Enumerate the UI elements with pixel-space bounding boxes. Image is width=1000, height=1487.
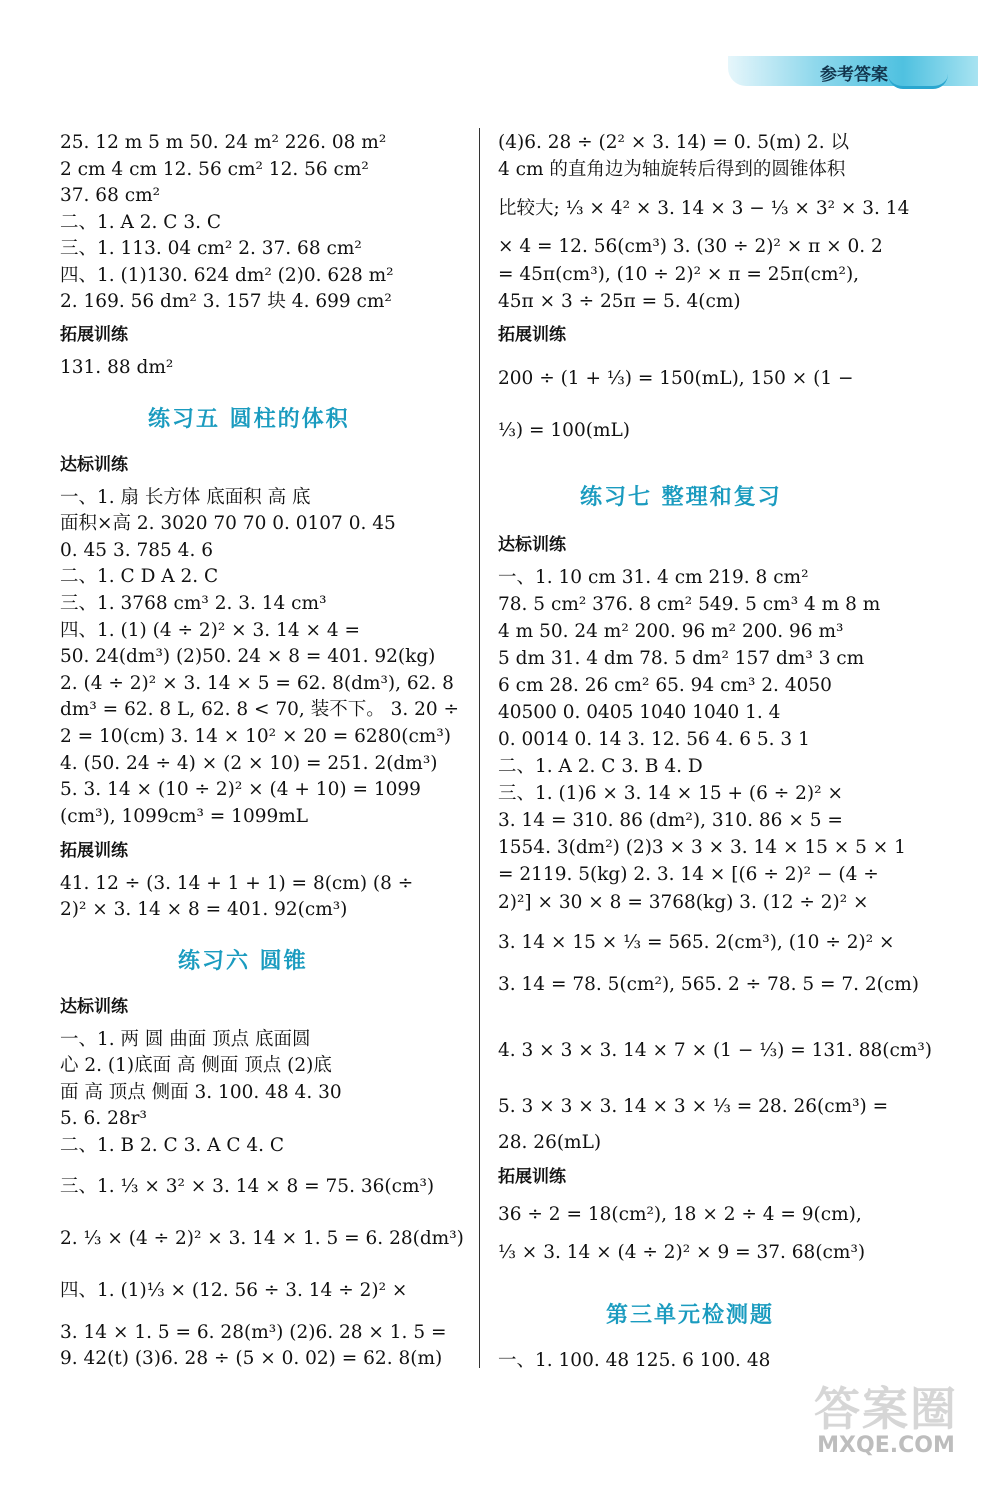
subheading: 达标训练 [60, 997, 128, 1017]
answer-line: 四、1. (1) (4 ÷ 2)² × 3. 14 × 4 = [60, 620, 361, 641]
answer-line: 45π × 3 ÷ 25π = 5. 4(cm) [498, 291, 741, 312]
answer-line: 2. 169. 56 dm² 3. 157 块 4. 699 cm² [60, 291, 392, 312]
answer-line: 28. 26(mL) [498, 1132, 602, 1153]
answer-line: (4)6. 28 ÷ (2² × 3. 14) = 0. 5(m) 2. 以 [498, 132, 849, 153]
subheading: 拓展训练 [60, 841, 128, 861]
answer-line: 三、1. (1)6 × 3. 14 × 15 + (6 ÷ 2)² × [498, 783, 843, 804]
answer-line: 2. ⅓ × (4 ÷ 2)² × 3. 14 × 1. 5 = 6. 28(dm³) [60, 1228, 464, 1249]
answer-line: 2)² × 3. 14 × 8 = 401. 92(cm³) [60, 899, 348, 920]
answer-line: 2 cm 4 cm 12. 56 cm² 12. 56 cm² [60, 159, 369, 180]
answer-line: 二、1. A 2. C 3. C [60, 212, 222, 233]
answer-line: 四、1. (1)⅓ × (12. 56 ÷ 3. 14 ÷ 2)² × [60, 1280, 408, 1301]
answer-line: 41. 12 ÷ (3. 14 + 1 + 1) = 8(cm) (8 ÷ [60, 873, 414, 894]
answer-line: 2. (4 ÷ 2)² × 3. 14 × 5 = 62. 8(dm³), 62. 8 [60, 673, 454, 694]
watermark-logo-text: 答案圈 [814, 1382, 958, 1436]
answer-line: ⅓ × 3. 14 × (4 ÷ 2)² × 9 = 37. 68(cm³) [498, 1242, 866, 1263]
section-title: 第三单元检测题 [606, 1303, 775, 1328]
answer-line: 一、1. 扇 长方体 底面积 高 底 [60, 487, 311, 508]
answer-line: 三、1. 113. 04 cm² 2. 37. 68 cm² [60, 238, 362, 259]
answer-line: 78. 5 cm² 376. 8 cm² 549. 5 cm³ 4 m 8 m [498, 594, 881, 615]
answer-line: 131. 88 dm² [60, 357, 174, 378]
answer-line: = 45π(cm³), (10 ÷ 2)² × π = 25π(cm²), [498, 264, 860, 285]
answer-line: 2)²] × 30 × 8 = 3768(kg) 3. (12 ÷ 2)² × [498, 892, 869, 913]
subheading: 拓展训练 [60, 325, 128, 345]
answer-line: 一、1. 100. 48 125. 6 100. 48 [498, 1350, 771, 1371]
answer-line: = 2119. 5(kg) 2. 3. 14 × [(6 ÷ 2)² − (4 ÷ [498, 864, 879, 885]
subheading: 达标训练 [60, 455, 128, 475]
answer-line: 200 ÷ (1 + ⅓) = 150(mL), 150 × (1 − [498, 368, 854, 389]
answer-line: 3. 14 = 78. 5(cm²), 565. 2 ÷ 78. 5 = 7. 2(cm) [498, 974, 920, 995]
answer-line: 4 m 50. 24 m² 200. 96 m² 200. 96 m³ [498, 621, 844, 642]
answer-line: 6 cm 28. 26 cm² 65. 94 cm³ 2. 4050 [498, 675, 832, 696]
answer-line: 5 dm 31. 4 dm 78. 5 dm² 157 dm³ 3 cm [498, 648, 865, 669]
answer-line: 3. 14 × 1. 5 = 6. 28(m³) (2)6. 28 × 1. 5 = [60, 1322, 447, 1343]
answer-line: 5. 3. 14 × (10 ÷ 2)² × (4 + 10) = 1099 [60, 779, 421, 800]
answer-line: dm³ = 62. 8 L, 62. 8 < 70, 装不下。 3. 20 ÷ [60, 699, 460, 720]
section-title: 练习五 圆柱的体积 [148, 407, 350, 432]
answer-line: 5. 3 × 3 × 3. 14 × 3 × ⅓ = 28. 26(cm³) = [498, 1096, 889, 1117]
subheading: 拓展训练 [498, 325, 566, 345]
answer-line: 三、1. 3768 cm³ 2. 3. 14 cm³ [60, 593, 327, 614]
section-title: 练习七 整理和复习 [580, 485, 782, 510]
answer-line: 2 = 10(cm) 3. 14 × 10² × 20 = 6280(cm³) [60, 726, 451, 747]
answer-line: 4. 3 × 3 × 3. 14 × 7 × (1 − ⅓) = 131. 88(cm³) [498, 1040, 932, 1061]
answer-line: 37. 68 cm² [60, 185, 161, 206]
answer-line: 3. 14 × 15 × ⅓ = 565. 2(cm³), (10 ÷ 2)² × [498, 932, 895, 953]
answer-line: 二、1. A 2. C 3. B 4. D [498, 756, 703, 777]
header-label: 参考答案 [820, 65, 888, 85]
answer-line: 0. 45 3. 785 4. 6 [60, 540, 213, 561]
watermark-logo [786, 1373, 986, 1463]
answer-line: 1554. 3(dm²) (2)3 × 3 × 3. 14 × 15 × 5 × 1 [498, 837, 906, 858]
header-swoosh-decoration [888, 74, 948, 89]
header-tab [728, 56, 978, 86]
answer-line: × 4 = 12. 56(cm³) 3. (30 ÷ 2)² × π × 0. 2 [498, 236, 883, 257]
answer-line: 三、1. ⅓ × 3² × 3. 14 × 8 = 75. 36(cm³) [60, 1176, 435, 1197]
answer-line: 4 cm 的直角边为轴旋转后得到的圆锥体积 [498, 159, 846, 180]
answer-line: 36 ÷ 2 = 18(cm²), 18 × 2 ÷ 4 = 9(cm), [498, 1204, 862, 1225]
answer-line: 9. 42(t) (3)6. 28 ÷ (5 × 0. 02) = 62. 8(m) [60, 1348, 443, 1369]
answer-line: 面积×高 2. 3020 70 70 0. 0107 0. 45 [60, 513, 396, 534]
column-divider [479, 128, 480, 1368]
section-title: 练习六 圆锥 [178, 949, 308, 974]
answer-line: 二、1. B 2. C 3. A C 4. C [60, 1135, 285, 1156]
answer-line: 5. 6. 28r³ [60, 1108, 147, 1129]
answer-line: 一、1. 两 圆 曲面 顶点 底面圆 [60, 1029, 311, 1050]
answer-line: ⅓) = 100(mL) [498, 420, 630, 441]
answer-line: 40500 0. 0405 1040 1040 1. 4 [498, 702, 781, 723]
subheading: 拓展训练 [498, 1167, 566, 1187]
answer-line: 50. 24(dm³) (2)50. 24 × 8 = 401. 92(kg) [60, 646, 436, 667]
answer-line: 一、1. 10 cm 31. 4 cm 219. 8 cm² [498, 567, 809, 588]
answer-line: 二、1. C D A 2. C [60, 566, 219, 587]
answer-line: 比较大; ⅓ × 4² × 3. 14 × 3 − ⅓ × 3² × 3. 14 [498, 198, 910, 219]
answer-line: 4. (50. 24 ÷ 4) × (2 × 10) = 251. 2(dm³) [60, 753, 438, 774]
answer-line: 心 2. (1)底面 高 侧面 顶点 (2)底 [60, 1055, 332, 1076]
answer-line: (cm³), 1099cm³ = 1099mL [60, 806, 309, 827]
answer-line: 四、1. (1)130. 624 dm² (2)0. 628 m² [60, 265, 394, 286]
subheading: 达标训练 [498, 535, 566, 555]
answer-line: 25. 12 m 5 m 50. 24 m² 226. 08 m² [60, 132, 387, 153]
watermark-url: MXQE.COM [817, 1433, 955, 1458]
answer-line: 0. 0014 0. 14 3. 12. 56 4. 6 5. 3 1 [498, 729, 810, 750]
answer-line: 3. 14 = 310. 86 (dm²), 310. 86 × 5 = [498, 810, 843, 831]
answer-line: 面 高 顶点 侧面 3. 100. 48 4. 30 [60, 1082, 342, 1103]
